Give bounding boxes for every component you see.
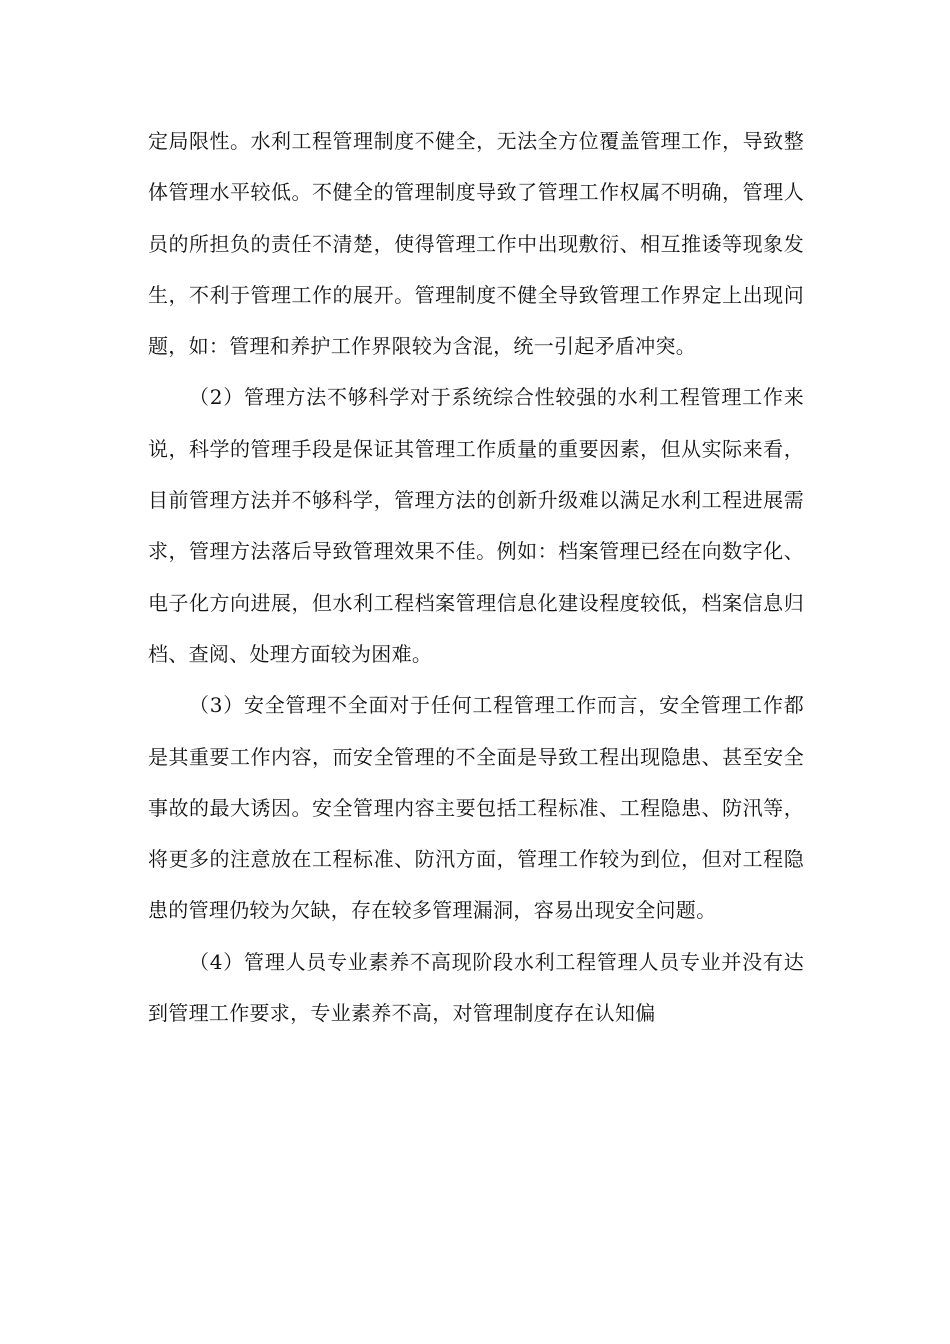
document-body <box>148 116 804 1039</box>
paragraph-safety-management: （3）安全管理不全面对于任何工程管理工作而言，安全管理工作都是其重要工作内容，而安全管理的不全面是导致工程出现隐患、甚至安全事故的最大诱因。安全管理内容主要包括工程标准、工程隐患、防汛等，将更多的注意放在工程标准、防汛方面，管理工作较为到位，但对工程隐患的管理仍较为欠缺，存在较多管理漏洞，容易出现安全问题。 <box>148 693 804 923</box>
paragraph-staff-professionalism: （4）管理人员专业素养不高现阶段水利工程管理人员专业并没有达到管理工作要求，专业素养不高，对管理制度存在认知偏 <box>148 949 804 1026</box>
paragraph-continuation: 定局限性。水利工程管理制度不健全，无法全方位覆盖管理工作，导致整体管理水平较低。不健全的管理制度导致了管理工作权属不明确，管理人员的所担负的责任不清楚，使得管理工作中出现敷衍、相互推诿等现象发生，不利于管理工作的展开。管理制度不健全导致管理工作界定上出现问题，如：管理和养护工作界限较为含混，统一引起矛盾冲突。 <box>148 129 804 359</box>
paragraph-management-methods: （2）管理方法不够科学对于系统综合性较强的水利工程管理工作来说，科学的管理手段是保证其管理工作质量的重要因素，但从实际来看，目前管理方法并不够科学，管理方法的创新升级难以满足水利工程进展需求，管理方法落后导致管理效果不佳。例如：档案管理已经在向数字化、电子化方向进展，但水利工程档案管理信息化建设程度较低，档案信息归档、查阅、处理方面较为困难。 <box>148 385 804 666</box>
